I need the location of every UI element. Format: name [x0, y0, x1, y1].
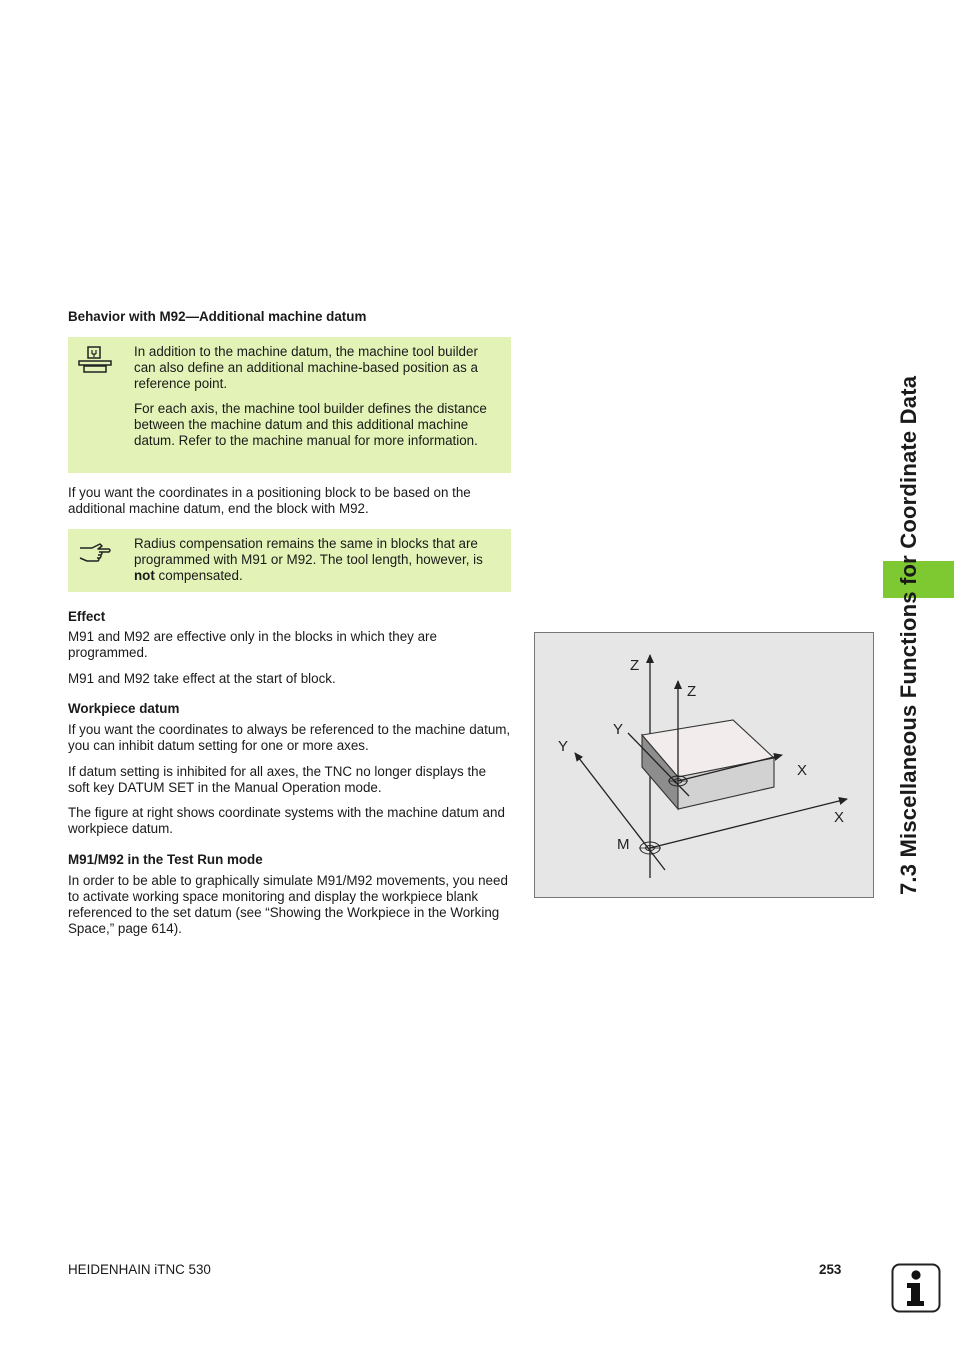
info-icon [891, 1263, 941, 1313]
page-number: 253 [819, 1262, 842, 1277]
note2-text [134, 536, 503, 584]
note2-bold-word: not [134, 568, 155, 583]
chapter-side-title: 7.3 Miscellaneous Functions for Coordinate Data [896, 375, 921, 895]
note2-text-after: compensated. [154, 568, 243, 583]
heading-effect: Effect [68, 609, 106, 624]
note1-paragraph-2: For each axis, the machine tool builder defines the distance between the machine datum and this additional machine datum. Refer to the machine manual for more information. [134, 401, 487, 448]
label-y-machine: Y [558, 738, 569, 755]
heading-test-run: M91/M92 in the Test Run mode [68, 852, 263, 867]
label-x-workpiece: X [797, 762, 808, 779]
note2-text-before: Radius compensation remains the same in blocks that are programmed with M91 or M92. The tool length, however, is [134, 536, 483, 567]
coordinate-systems-diagram [535, 633, 873, 897]
workpiece-paragraph-3: The figure at right shows coordinate systems with the machine datum and workpiece datum. [68, 805, 505, 836]
coordinate-systems-figure [534, 632, 874, 898]
effect-paragraph-2: M91 and M92 take effect at the start of block. [68, 671, 336, 686]
label-x-machine: X [834, 809, 845, 826]
testrun-paragraph: In order to be able to graphically simulate M91/M92 movements, you need to activate working space monitoring and display the workpiece blank referenced to the set datum (see “Showing the Workpiece in the Working Space,” page 614). [68, 873, 508, 936]
note-machine-builder [68, 337, 511, 473]
pointing-hand-icon [78, 539, 112, 569]
label-y-workpiece: Y [613, 721, 624, 738]
heading-workpiece-datum: Workpiece datum [68, 701, 180, 716]
footer-product: HEIDENHAIN iTNC 530 [68, 1262, 211, 1277]
note1-paragraph-1: In addition to the machine datum, the machine tool builder can also define an additional machine-based position as a reference point. [134, 344, 478, 391]
effect-paragraph-1: M91 and M92 are effective only in the blocks in which they are programmed. [68, 629, 437, 660]
label-machine-datum: M [617, 836, 630, 853]
m92-body-text: If you want the coordinates in a positioning block to be based on the additional machine datum, end the block with M92. [68, 485, 471, 516]
workpiece-paragraph-1: If you want the coordinates to always be referenced to the machine datum, you can inhibit datum setting for one or more axes. [68, 722, 511, 753]
label-z-machine: Z [630, 657, 640, 674]
label-z-workpiece: Z [687, 683, 697, 700]
note-radius-compensation [68, 529, 511, 592]
heading-m92: Behavior with M92—Additional machine datum [68, 309, 367, 324]
workpiece-paragraph-2: If datum setting is inhibited for all axes, the TNC no longer displays the soft key DATUM SET in the Manual Operation mode. [68, 764, 487, 795]
machine-tool-icon [78, 345, 112, 375]
